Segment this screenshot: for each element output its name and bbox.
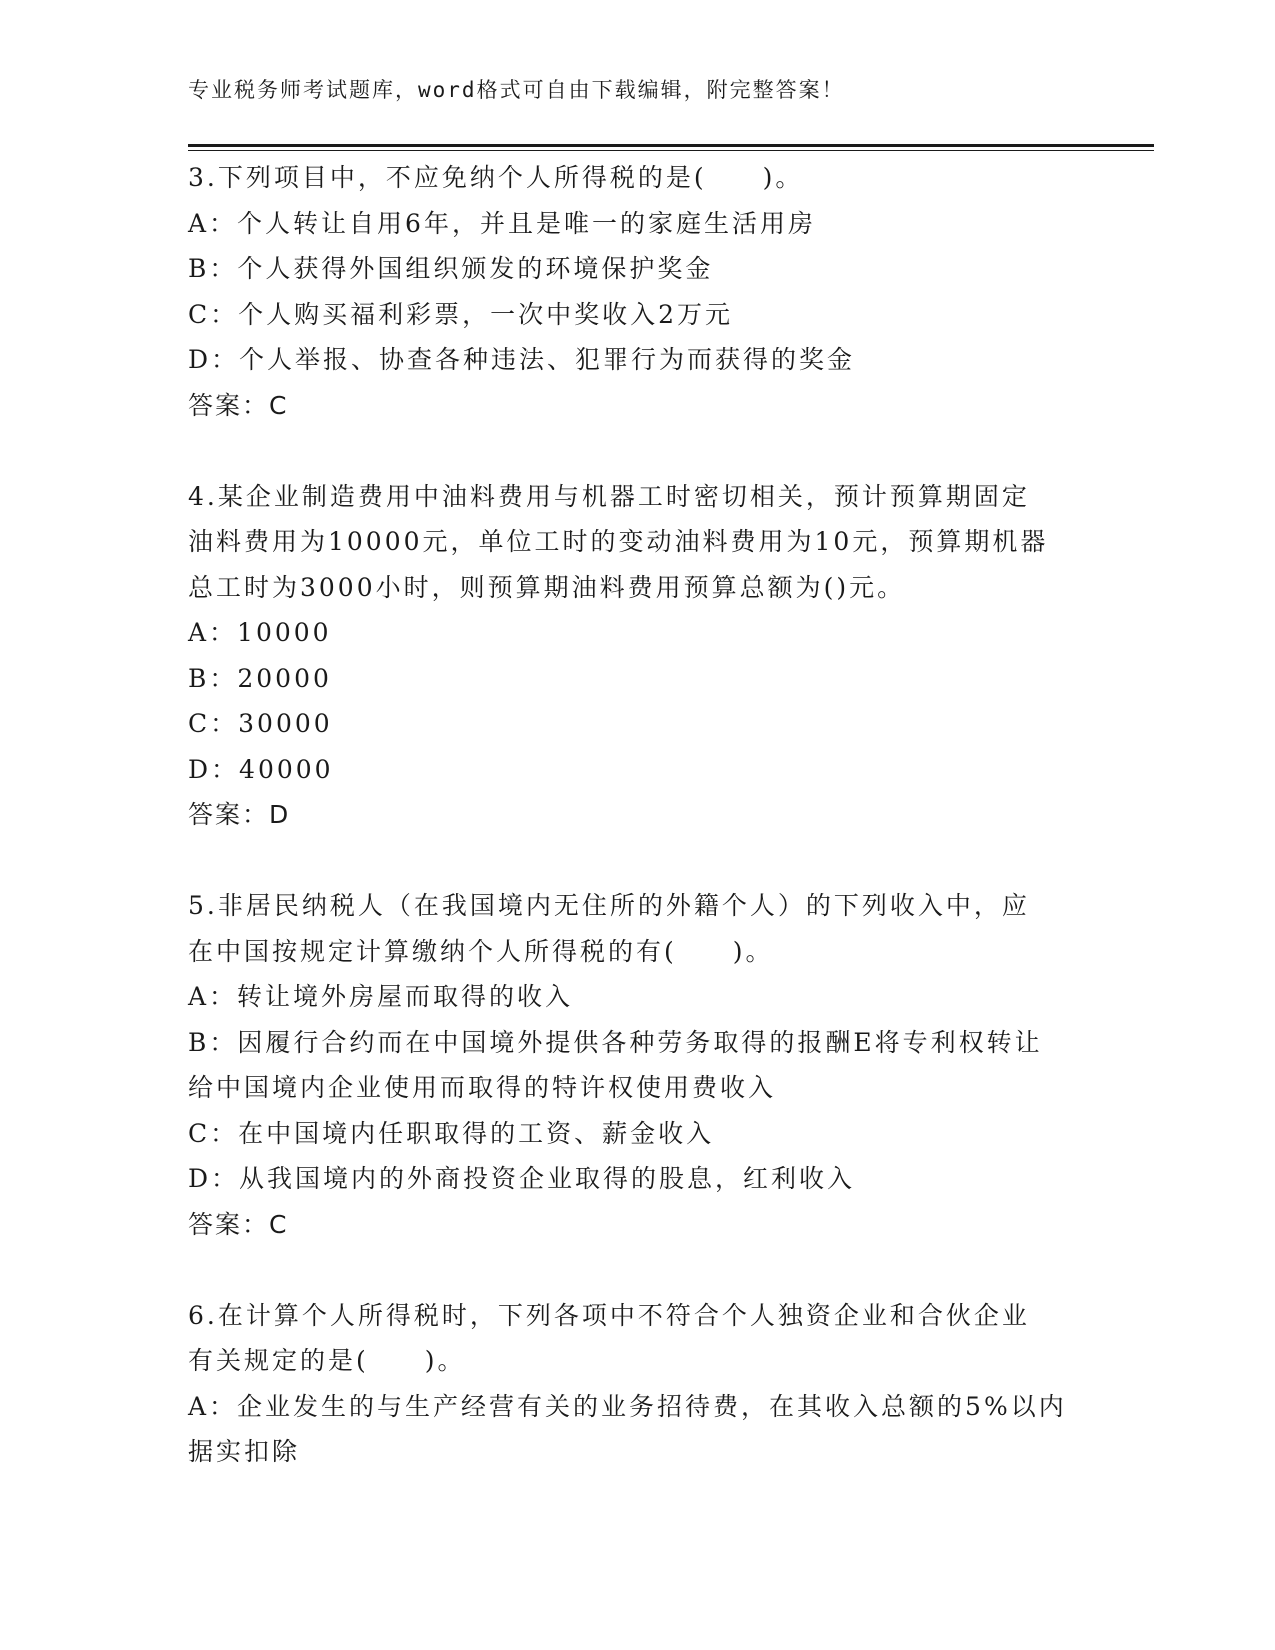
question-stem: 在中国按规定计算缴纳个人所得税的有( )。 (188, 936, 774, 966)
option-b: B：个人获得外国组织颁发的环境保护奖金 (188, 254, 714, 283)
question-5 (188, 883, 1088, 1247)
option-b-continued: 给中国境内企业使用而取得的特许权使用费收入 (188, 1073, 777, 1102)
question-list (188, 155, 1088, 1475)
question-stem: 5.非居民纳税人（在我国境内无住所的外籍个人）的下列收入中，应 (188, 891, 1030, 920)
question-stem: 油料费用为10000元，单位工时的变动油料费用为10元，预算期机器 (188, 527, 1049, 556)
option-a-continued: 据实扣除 (188, 1437, 301, 1466)
option-d: D：从我国境内的外商投资企业取得的股息，红利收入 (188, 1164, 856, 1193)
option-c: C：个人购买福利彩票，一次中奖收入2万元 (188, 299, 734, 329)
option-c: C：在中国境内任职取得的工资、薪金收入 (188, 1118, 715, 1148)
answer: 答案：D (188, 800, 291, 829)
option-a: A：10000 (188, 618, 332, 647)
question-stem: 3.下列项目中，不应免纳个人所得税的是( )。 (188, 163, 804, 192)
option-d: D：40000 (188, 754, 334, 784)
header-rule-thin (188, 150, 1154, 151)
option-a: A：个人转让自用6年，并且是唯一的家庭生活用房 (188, 208, 816, 238)
question-stem: 总工时为3000小时，则预算期油料费用预算总额为()元。 (188, 572, 906, 602)
page-header: 专业税务师考试题库，word格式可自由下载编辑，附完整答案！ (188, 78, 845, 102)
answer: 答案：C (188, 1209, 289, 1239)
option-c: C：30000 (188, 709, 333, 738)
question-6 (188, 1293, 1088, 1475)
question-4 (188, 474, 1088, 838)
question-stem: 有关规定的是( )。 (188, 1346, 466, 1375)
question-3 (188, 155, 1088, 428)
option-d: D：个人举报、协查各种违法、犯罪行为而获得的奖金 (188, 345, 856, 374)
question-stem: 4.某企业制造费用中油料费用与机器工时密切相关，预计预算期固定 (188, 481, 1030, 511)
option-b: B：20000 (188, 663, 332, 693)
spacer (188, 1247, 1088, 1293)
option-a: A：企业发生的与生产经营有关的业务招待费，在其收入总额的5%以内 (188, 1391, 1067, 1421)
question-stem: 6.在计算个人所得税时，下列各项中不符合个人独资企业和合伙企业 (188, 1300, 1030, 1330)
answer: 答案：C (188, 390, 289, 420)
spacer (188, 838, 1088, 884)
header-rule-thick (188, 144, 1154, 147)
option-a: A：转让境外房屋而取得的收入 (188, 982, 574, 1011)
spacer (188, 428, 1088, 474)
option-b: B：因履行合约而在中国境外提供各种劳务取得的报酬E将专利权转让 (188, 1027, 1043, 1057)
